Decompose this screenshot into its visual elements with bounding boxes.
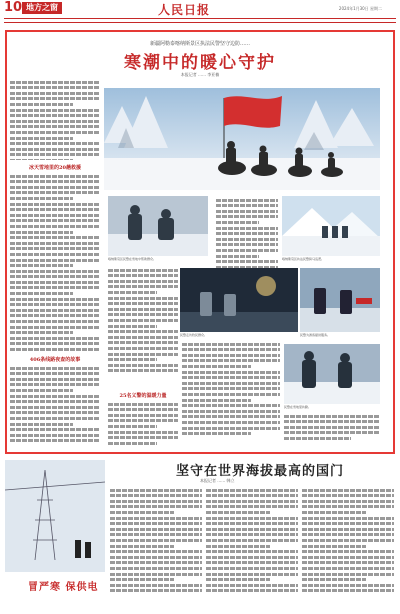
column-right-bottom — [284, 412, 380, 450]
caption-4: 民警在雪地里执勤。 — [284, 405, 312, 409]
photo-snow-rescue — [108, 196, 208, 256]
caption-2: 民警走访牧民群众。 — [180, 333, 208, 337]
article-headline: 寒潮中的暖心守护 — [124, 53, 276, 73]
bottom-article-title[interactable]: 坚守在世界海拔最高的国门 — [175, 464, 344, 479]
photo-patrol — [282, 196, 380, 256]
photo-night-visit — [180, 268, 298, 332]
issue-date: 2024年1月30日 星期二 — [338, 6, 382, 11]
photo-snow-duty — [284, 344, 380, 404]
bottom-article-byline: 本报记者 …… 韩立 — [200, 478, 235, 483]
caption-0: 喀纳斯景区执法民警骑马巡逻。 — [282, 257, 325, 261]
bottom-col-2 — [206, 486, 298, 606]
header-divider-thin — [4, 22, 396, 23]
column-left-body-2 — [10, 364, 100, 452]
subhead-1: 冰天雪地里的20趟救援 — [29, 165, 81, 171]
caption-3: 民警为游客提供服务。 — [300, 333, 331, 337]
column-center-right — [182, 340, 280, 450]
page-number: 10 — [4, 0, 23, 15]
caption-1: 喀纳斯景区民警在雪地中帮助群众。 — [108, 257, 157, 261]
newspaper-logo: 人民日报 — [158, 3, 211, 17]
section-label: 地方之窗 — [22, 2, 62, 14]
column-left-body — [10, 172, 100, 362]
side-article-title[interactable]: 冒严寒 保供电 — [28, 582, 99, 593]
column-center-bottom — [108, 400, 178, 450]
article-byline: 本报记者 …… 李亚楠 — [180, 72, 220, 77]
page-header — [0, 0, 400, 18]
bottom-col-1 — [110, 486, 202, 606]
hero-photo — [104, 88, 380, 190]
photo-power-tower — [5, 460, 105, 572]
header-divider — [4, 18, 396, 19]
article-kicker: 新疆阿勒泰喀纳斯景区执法民警坚守边防…… — [149, 41, 250, 47]
subhead-3: 25名义警的温暖力量 — [119, 393, 167, 399]
bottom-col-3 — [302, 486, 394, 606]
column-center-left — [108, 266, 178, 386]
photo-tourist-service — [300, 268, 380, 332]
column-left-intro — [10, 78, 100, 160]
subhead-2: 406条线路夜查的故事 — [29, 357, 81, 363]
